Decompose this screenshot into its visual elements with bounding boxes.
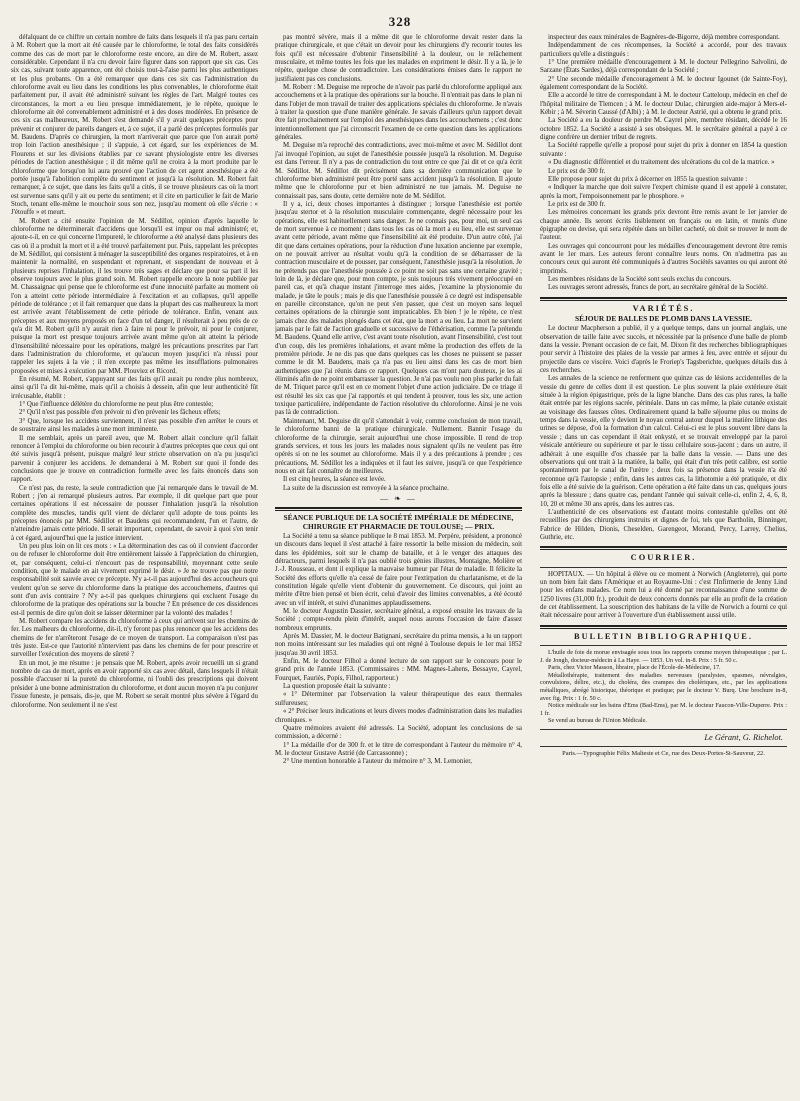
paragraph: HOPITAUX. — Un hôpital à élève ou ce moment à Norwich (Angleterre), qui porte un nom bien fait dans l'Amérique et au Royaume-Uni : c'est l'Infirmerie de Jenny Lind pour les enfans malades. Ce nom lui a été donné par reconnaissance d'une somme de 1250 livres (31,000 fr.), produit de deux concerts donnés par elle au profit de la création de cet établissement. La souscription des habitans de la ville de Norwich a fourni ce qui était nécessaire pour arriver à l'ouverture d'un établissement aussi utile. <box>540 570 787 620</box>
paragraph: « 2° Préciser leurs indications et leurs divers modes d'administration dans les maladies chroniques. » <box>275 708 522 724</box>
bibliography-entry: L'huile de foie de morue envisagée sous tous les rapports comme moyen thérapeutique ; par L. J. de Jongh, docteur-médecin à La Haye. — 1853. Un vol. in-8. Prix : 5 fr. 50 c. <box>540 649 787 664</box>
paragraph: La Société a tenu sa séance publique le 8 mai 1853. M. Perpère, président, a prononcé un discours dans lequel il s'est attaché à faire ressortir la belle mission du médecin, soit dans les épidémies, soit sur le champ de bataille, et à le venger des attaques des détracteurs, parmi lesquels il n'a pas oublié trois génies illustres, Montaigne, Molière et J.-J. Rousseau, et dont il explique la mauvaise humeur par l'état de maladie. Il félicite la Société des efforts qu'elle n'a cessé de faire pour l'extirpation du charlatanisme, et de la constitution légale qu'elle vient d'obtenir du gouvernement. Ce discours, qui joint au mérite d'être bien pensé et bien écrit, celui d'avoir des limites convenables, a été écouté avec un vif intérêt, et suivi d'unanimes applaudissemens. <box>275 532 522 607</box>
courrier-underline <box>540 567 787 568</box>
bulletin-rule <box>540 625 787 629</box>
courrier-article <box>540 571 787 621</box>
paragraph: En un mot, je me résume : je pensais que M. Robert, après avoir recueilli un si grand nombre de cas de mort, après en avoir rapporté six cas avec détail, dans lesquels il n'était possible d'accuser ni la pureté du chloroforme, ni l'oubli des prescriptions qui doivent présider à une bonne administration du chloroforme, et dont aucun moyen n'a pu conjurer l'issue funeste, je pensais, dis-je, que M. Robert se serait montré plus sévère à l'égard du chloroforme. Non seulement il ne s'est <box>11 659 258 709</box>
paragraph: Il y a, ici, deux choses importantes à distinguer ; lorsque l'anesthésie est portée jusqu'au stertor et à la résolution musculaire commençante, degré nécessaire pour les opérations, elle est habituellement sans danger. Je ne connais pas, pour moi, un seul cas de mort survenue à ce moment ; dans tous les cas où la mort a eu lieu, elle est survenue avant cette période, avant même que l'insensibilité ait été produite. D'un autre côté, j'ai dit que dans certaines opérations, pour la réduction d'une luxation ancienne par exemple, on ne pouvait arriver au résultat voulu qu'à la condition de se débarrasser de la contraction musculaire et de pousser, par conséquent, l'anesthésie jusqu'à la résolution. Je ne prétends pas que l'anesthésie poussée à ce point ne soit pas sans une certaine gravité ; loin de là, je déclare que, pour mon compte, je suis toujours très vivement préoccupé en pareil cas, et qu'à chaque instant j'interroge mes aides, j'examine la physionomie du malade, je tâte le pouls ; mais je dis que l'anesthésie poussée à ce degré est indispensable en pareille circonstance, qu'on ne peut s'en passer, que c'est un moyen sans lequel certaines opérations de la chirurgie sont impraticables. Eh bien ! je le répète, ce n'est jamais chez des malades plongés dans cet état, que la mort a eu lieu. La mort ne survient jamais par le fait de l'action graduelle et successive de l'éthérisation, comme l'a prétendu M. Baudens. Quand elle arrive, c'est avant toute résolution, avant l'insensibilité, c'est tout d'un coup, dès les premières inhalations, et avant même la production des effets de la première période. Je ne dis pas que dans quelques cas les choses ne puissent se passer comme le dit M. Baudens, mais ça n'a pas eu lieu ainsi dans les cas de mort bien authentiques que j'ai réunis dans ce rapport. Quelques cas m'ont paru douteux, je les ai éliminés afin de ne point embarrasser la question. Je n'ai pas voulu non plus parler du fait de M. Triquet parce qu'il est en ce moment l'objet d'une action judiciaire. De ce triage il est résulté les six cas que j'ai rapportés et qui tendent à prouver, tous les six, une action toxique particulière, indépendante de l'action résolutive du chloroforme. Ainsi je ne vois pas là de contradiction. <box>275 200 522 417</box>
paragraph: Maintenant, M. Deguise dit qu'il s'attendait à voir, comme conclusion de mon travail, le chloroforme banni de la pratique chirurgicale. Nullement. Bannir l'usage du chloroforme de la chirurgie, serait aujourd'hui une chose impossible. Il rend de trop grands services, et tous les jours les malades nous signalent qu'ils ne veulent pas être opérés si on ne les soumet au chloroforme. Mais il y a des précautions à prendre ; ces précautions, M. Sédillot les a indiquées et il faut les suivre, jusqu'à ce que l'expérience nous en ait fait connaître de meilleures. <box>275 417 522 475</box>
paragraph: L'authenticité de ces observations est d'autant moins contestable qu'elles ont été recueillies par des chirurgiens instruits et dignes de foi, tels que Bartholin, Binninger, Fabrice de Hilden, Dionis, Cheselden, Garengeot, Morand, Percy, Larrey, Chelius, Guthrie, etc. <box>540 508 787 541</box>
paragraph: « Indiquer la marche que doit suivre l'expert chimiste quand il est appelé à constater, après la mort, l'empoisonnement par le phosphore. » <box>540 184 787 200</box>
toulouse-society-report <box>275 533 522 767</box>
paragraph: Le prix est de 300 fr. <box>548 200 606 208</box>
paragraph: 2° Une mention honorable à l'auteur du mémoire n° 3, M. Lemonier, <box>283 758 473 766</box>
paragraph: Il est cinq heures, la séance est levée. <box>283 476 386 484</box>
paragraph: M. Roberr : M. Deguise me reproche de n'avoir pas parlé du chloroforme appliqué aux accouchemens et à la pratique des opérations sur la bouche. Il n'entrait pas dans le plan ni dans l'objet de mon travail de traiter des applications spéciales du chloroforme. Je n'avais à traiter la question que d'une manière générale. Je savais d'ailleurs qu'un rapport devait être fait prochainement sur l'emploi des anesthésiques dans les accouchemens ; c'est donc intentionnellement que j'ai circonscrit l'examen de ce cette question dans les applications générales. <box>275 84 522 142</box>
bulletin-title: BULLETIN BIBLIOGRAPHIQUE. <box>574 631 753 641</box>
society-prizes-text <box>540 34 787 293</box>
paragraph: La Société a eu la douleur de perdre M. Cayrel père, membre résidant, décédé le 16 octobre 1852. La Société a assisté à ses obsèques. M. le secrétaire général a payé à ce digne confrère un dernier tribut de regrets. <box>540 117 787 142</box>
paragraph: 1° La médaille d'or de 300 fr. et le titre de correspondant à l'auteur du mémoire n° 4, M. le docteur Gustave Astrié (de Carcassonne) ; <box>275 741 522 757</box>
page-number: 328 <box>388 14 412 29</box>
section-ornament: — ❧ — <box>380 493 417 503</box>
courrier-title: COURRIER. <box>630 553 697 563</box>
paragraph: Les mémoires concernant les grands prix devront être remis avant le 1er janvier de chaque année. Ils seront écrits lisiblement en français ou en latin, et munis d'une épigraphe ou devise, qui sera répétée dans un billet cacheté, où doit se trouver le nom de l'auteur. <box>540 209 787 242</box>
bibliography-entry: Notice médicale sur les bains d'Ems (Bad-Ems), par M. le docteur Faucon-Ville-Duperre. Prix : 1 fr. <box>540 702 787 717</box>
paragraph: M. Deguise m'a reproché des contradictions, avec moi-même et avec M. Sédillot dont j'ai invoqué l'opinion, au sujet de l'anesthésie poussée jusqu'à la résolution. M. Deguise est dans l'erreur. Il n'y a pas de contradiction du tout entre ce que j'ai dit et ce qu'a écrit M. Sédillot. M. Sédillot dit précisément dans sa dernière communication que le chloroforme bien administré peut être porté sans accident jusqu'à la résolution. Il ajoute même que le chloroforme pur et bien administré ne tue jamais. M. Deguise ne connaissait pas, sans doute, cette dernière note de M. Sédillot. <box>275 142 522 200</box>
paragraph: Les annales de la science ne renferment que quinze cas de lésions accidentelles de la vessie du genre de celles dont il est question. Le plus souvent la plaie extérieure était située à la région épigastrique, près de la ligne blanche. Dans des cas plus rares, la balle était entrée par les régions sacrée, périnéale. Dans un cas même, la plaie cutanée existait au voisinage des fausses côtes. Ordinairement quand la balle séjourne plus ou moins de temps dans la vessie, elle y devient le noyau central autour duquel la matière lithique des urines se dépose, d'où la formation d'un calcul. Celui-ci est le plus souvent libre dans la vessie ; dans un cas cependant il était enkysté, et se trouvait enveloppé par la paroi vésicale antérieure ou supérieure et par le tissu cellulaire sous-jacent ; dans un autre, il adhérait à une esquille d'os chassée par la balle dans la vessie. — Dans une des observations qui ont trait à la matière, la balle, qui était d'un très petit calibre, est sortie spontanément par le canal de l'urètre ; deux fois sa présence dans la vessie n'a été reconnue qu'à l'autopsie ; enfin, dans les autres cas, la lithotomie a été pratiquée, et dix fois elle a été suivie de la guérison. Cette opération a été faite dans un cas, quelques jours après la blessure ; dans quatre cas, pendant l'année qui suivait celle-ci, enfin 2, 4, 6, 8, 10, 20 et même 30 ans après, dans les autres cas. <box>540 375 787 508</box>
section-rule <box>275 507 522 511</box>
paragraph: Les membres résidans de la Société sont seuls exclus du concours. <box>548 275 732 283</box>
bibliography-entry: Paris, chez Victor Masson, libraire, place de l'École-de-Médecine, 17. <box>548 664 721 672</box>
section-heading: SÉANCE PUBLIQUE DE LA SOCIÉTÉ IMPÉRIALE DE MÉDECINE, CHIRURGIE ET PHARMACIE DE TOULOUSE; — PRIX. <box>283 513 514 531</box>
gerant-signature: Le Gérant, G. Richelot. <box>704 732 783 742</box>
paragraph: 3° Que, lorsque les accidens surviennent, il n'est pas possible d'en arrêter le cours et de soustraire ainsi les malades à une mort imminente. <box>11 417 258 434</box>
bulletin-list <box>540 649 787 725</box>
courrier-rule <box>540 546 787 550</box>
column-right <box>540 34 787 1084</box>
paragraph: « Du diagnostic différentiel et du traitement des ulcérations du col de la matrice. » <box>548 159 775 167</box>
paragraph: En résumé, M. Robert, s'appuyant sur des faits qu'il aurait pu rendre plus nombreux, ainsi qu'il l'a dit lui-même, mais qu'il a choisis à dessein, afin que leur authenticité fût irrécusable, établit : <box>11 376 258 400</box>
paragraph: inspecteur des eaux minérales de Bagnères-de-Bigorre, déjà membre correspondant. <box>548 34 780 41</box>
paragraph: La Société rappelle qu'elle a proposé pour sujet du prix à donner en 1854 la question suivante : <box>540 142 787 158</box>
paragraph: Ce n'est pas, du reste, la seule contradiction que j'ai remarquée dans le travail de M. Robert ; j'en ai remarqué plusieurs autres. Par exemple, il dit quelque part que pour certaines opérations il est nécessaire de pousser l'inhalation jusqu'à la résolution complète des muscles, tandis qu'il vient de déclarer qu'il adopte de tous points les préceptes énoncés par MM. Sédillot et Baudens qui recommandent, l'un et l'autre, de n'atteindre jamais cette période. Il serait important, cependant, de savoir à quoi s'en tenir à cet égard, aujourd'hui que la justice intervient. <box>11 484 258 542</box>
paragraph: Le prix est de 300 fr. <box>548 167 606 175</box>
printer-rule <box>540 746 787 747</box>
footer-rule <box>540 729 787 730</box>
paragraph: défalquant de ce chiffre un certain nombre de faits dans lesquels il n'a pas paru certain à M. Robert que la mort ait été causée par le chloroforme, le total des faits considérés comme des cas de mort par le chloroforme reste encore, au dire de M. Robert, assez considérable. Cependant il n'a cru devoir faire figurer dans son rapport que six cas. Ces six cas, suivant toute apparence, ont été choisis tout-à-l'aise parmi les plus authentiques et les plus probants. On a été remarquer que dans ces six cas l'administration du chloroforme avait eu lieu dans les conditions les plus convenables, le chloroforme était parfaitement pur, il avait été administré suivant les règles de l'art. Malgré toutes ces circonstances, la mort a eu lieu presque immédiatement, je le répète, quoique le chloroforme ait été convenablement administré et à des doses modérées. En présence de ces six cas malheureux, M. Robert s'est demandé s'il y avait quelques préceptes pour prévenir et conjurer de pareils dangers et, à ce sujet, il a parlé des préceptes formulés par M. Baudens. D'après ce chirurgien, la mort n'arriverait que parce que l'on aurait porté trop loin l'action anesthésique ; il s'appuie, à cet égard, sur les expériences de M. Flourens et sur les divisions établies par ce savant physiologiste entre les diverses périodes de l'action anesthésique ; il dit même qu'il ne croira à la mort produite par le chloroforme que lorsqu'on lui aura prouvé que l'action de cet agent anesthésique a été portée jusqu'à l'abolition complète du sentiment et jusqu'à la résolution. M. Robert fait remarquer, à ce sujet, que dans les faits qu'il a cités, il se trouve plusieurs cas où la mort est survenue sans qu'il y ait eu perte du sentiment; et il cite en particulier le fait de Marie Stoch, tenant elle-même le mouchoir sous son nez, jusqu'au moment où elle s'écrie : « J'étouffe » et meurt. <box>11 34 258 217</box>
paragraph: 2° Une seconde médaille d'encouragement à M. le docteur Igounet (de Sainte-Foy), également correspondant de la Société. <box>540 75 787 92</box>
column-middle <box>275 34 522 1084</box>
paragraph: Il me semblait, après un pareil aveu, que M. Robert allait conclure qu'il fallait renoncer à l'emploi du chloroforme ou bien recourir à d'autres préceptes que ceux qui ont été suivis jusqu'à présent, puisque malgré leur stricte observation on n'a pu jusqu'ici parvenir à conjurer les accidens. Je demanderai à M. Robert sur quoi il fonde des conclusions que je trouve en contradiction formelle avec les faits énoncés dans son rapport. <box>11 434 258 484</box>
debate-continuation <box>275 34 522 493</box>
paragraph: Après M. Dassier, M. le docteur Batignani, secrétaire du prima mensis, a lu un rapport non moins intéressant sur les maladies qui ont régné à Toulouse depuis le 1er mai 1852 jusqu'au 30 avril 1853. <box>275 633 522 657</box>
paragraph: 1° Une première médaille d'encouragement à M. le docteur Pellegrino Salvolini, de Sarzane (États Sardes), déjà correspondant de la Société ; <box>540 59 787 75</box>
paragraph: 2° Qu'il n'est pas possible d'en prévoir ni d'en prévenir les fâcheux effets; <box>19 409 221 417</box>
paragraph: « 1° Déterminer par l'observation la valeur thérapeutique des eaux thermales sulfureuses; <box>275 691 522 707</box>
paragraph: Quatre mémoires avaient été adressés. La Société, adoptant les conclusions de sa commission, a décerné : <box>275 724 522 741</box>
bibliography-entry: Métallothérapie, traitement des maladies nerveuses (paralysies, spasmes, névralgies, convulsions, délire, etc.), du choléra, des crampes des cholériques, etc., par les applications métalliques, abrégé historique, théorique et pratique; par le docteur V. Burq. Une brochure in-8, avec fig. Prix : 1 fr. 50 c. <box>540 671 787 702</box>
varietes-article <box>540 325 787 542</box>
paragraph: M. Robert a cité ensuite l'opinion de M. Sédillot, opinion d'après laquelle le chloroforme ne déterminerait d'accidens que lorsqu'il est impur ou mal administré; et, ajoute-t-il, en ce qui concerne l'impureté, le chloroforme a été analysé dans plusieurs des cas où il a produit la mort et il a été trouvé parfaitement pur. Puis, rappelant les préceptes de M. Sédillot, qui consistent à ménager la susceptibilité des organes respiratoires, et à en maintenir la normalité, en suspendant et reprenant, et suspendant de nouveau et à plusieurs reprises l'inhalation, il les trouve très sages et déclare que pour sa part il les observe toujours avec le plus grand soin. M. Robert rappelle encore la note publiée par M. Chassaignac qui pense que le chloroforme est d'une innocuité parfaite au moment où l'on a atteint cette période intermédiaire à l'excitation et au collapsus, qu'il appelle période de tolérance ; et il fait remarquer que dans la plupart des cas malheureux la mort est arrivée avant l'établissement de cette période de tolérance. Enfin, venant aux préceptes et aux moyens proposés en face d'un tel danger, il résulterait à peu près de ce qu'a dit M. Robert qu'il n'y aurait rien à faire ni pour le prévoir, ni pour le conjurer, puisque la mort est presque toujours arrivée avant même qu'on ait atteint la période d'insensibilité nécessaire pour les opérations, malgré les précautions prescrites par l'art dans l'administration du chloroforme, et qu'aucun moyen jusqu'ici n'a réussi pour rappeler les sujets à la vie ; il n'en excepte pas même les insufflations pulmonaires proposées et mises à exécution par MM. Plouviez et Ricord. <box>11 217 258 375</box>
paragraph: M. le docteur Augustin Dassier, secrétaire général, a exposé ensuite les travaux de la Société ; compte-rendu plein d'intérêt, auquel nous aurons l'occasion de faire d'assez nombreux emprunts. <box>275 608 522 632</box>
paragraph: Les ouvrages qui concourront pour les médailles d'encouragement devront être remis avant le 1er mars. Les auteurs feront connaître leurs noms. On n'admettra pas au concours ceux qui auront été communiqués à d'autres Sociétés savantes ou qui auront été imprimés. <box>540 242 787 275</box>
paragraph: Elle a accordé le titre de correspondant à M. le docteur Catteloup, médecin en chef de l'hôpital militaire de Tlemcen ; à M. le docteur Dulac, chirurgien aide-major à Mers-el-Kébir ; à M. Séverin Caussé (d'Albi) ; à M. le docteur Astrié, qui a obtenu le grand prix. <box>540 92 787 117</box>
bibliography-entry: Se vend au bureau de l'Union Médicale. <box>548 717 647 725</box>
paragraph: Enfin, M. le docteur Filhol a donné lecture de son rapport sur le concours pour le grand prix de l'année 1853. (Commissaires : MM. Magnes-Lahens, Bessayre, Cayrel, Fourquet, Fauriès, Popis, Filhol, rapporteur.) <box>275 658 522 682</box>
paragraph: M. Robert compare les accidens du chloroforme à ceux qui arrivent sur les chemins de fer. Les malheurs du chloroforme, dit-il, n'y feront pas plus renoncer que les accidens des chemins de fer n'arrêteront l'usage de ce moyen de transport. La comparaison n'est pas très juste. Est-ce que l'autorité n'intervient pas dans les chemins de fer pour prescrire et surveiller l'exécution des moyens de sûreté ? <box>11 618 258 659</box>
column-left <box>11 34 258 1084</box>
varietes-title: VARIÉTÉS. <box>632 303 695 313</box>
paragraph: Elle propose pour sujet du prix à décerner en 1855 la question suivante : <box>548 175 748 183</box>
paragraph: Indépendamment de ces récompenses, la Société a accordé, pour des travaux particuliers qu'elle a distingués : <box>540 42 787 58</box>
paragraph: Les ouvrages seront adressés, francs de port, au secrétaire général de la Société. <box>548 284 768 292</box>
paragraph: Un peu plus loin on lit ces mots : « La détermination des cas où il convient d'accorder ou de refuser le chloroforme doit être entièrement laissée à l'appréciation du chirurgien, et, par conséquent, celui-ci n'encourt pas de responsabilité, moyennant cette seule condition, que le malade en ait vivement exprimé le désir. » Je ne trouve pas que notre responsabilité soit sauvée avec ce précepte. N'y a-t-il pas aujourd'hui des accoucheurs qui veulent qu'on se serve du chloroforme dans la pratique des accouchemens, d'autres qui sont d'un avis contraire ? N'y a-t-il pas quelques chirurgiens qui excluent l'usage du chloroforme de la pratique des opérations sur la bouche ? En présence de ces dissidences est-il permis de dire qu'on doit se laisser déterminer par la volonté des malades ! <box>11 542 258 617</box>
paragraph: La question proposée était la suivante : <box>283 683 391 691</box>
varietes-rule <box>540 297 787 301</box>
paragraph: pas montré sévère, mais il a même dit que le chloroforme devait rester dans la pratique chirurgicale, et que c'était un devoir pour les chirurgiens d'y recourir toutes les fois qu'il est nécessaire d'obtenir l'insensibilité à la douleur, ou le relâchement musculaire, et même toutes les fois que les malades en expriment le désir. Il y a là, je le répète, quelque chose de contradictoire. Les considérations émises dans le rapport ne justifiaient pas ces conclusions. <box>275 34 522 83</box>
paragraph: La suite de la discussion est renvoyée à la séance prochaine. <box>283 484 449 492</box>
paragraph: Le docteur Macpherson a publié, il y a quelque temps, dans un journal anglais, une observation de taille faite avec succès, et nécessitée par la présence d'une balle de plomb dans la vessie. Prenant occasion de ce fait, M. Dixon fit des recherches bibliographiques pour servir à l'histoire des plaies de la vessie par armes à feu, avec entrée et séjour du projectile dans ce viscère. Voici d'après le Froriep's Tagsberichte, quelques détails dus à ces recherches. <box>540 325 787 375</box>
bulletin-underline <box>540 645 787 646</box>
varietes-subtitle: SÉJOUR DE BALLES DE PLOMB DANS LA VESSIE. <box>575 314 752 323</box>
paragraph: 1° Que l'influence délétère du chloroforme ne peut plus être contestée; <box>19 401 214 409</box>
printer-imprint: Paris.—Typographie Félix Malteste et Ce, rue des Deux-Portes-St-Sauveur, 22. <box>562 750 765 758</box>
